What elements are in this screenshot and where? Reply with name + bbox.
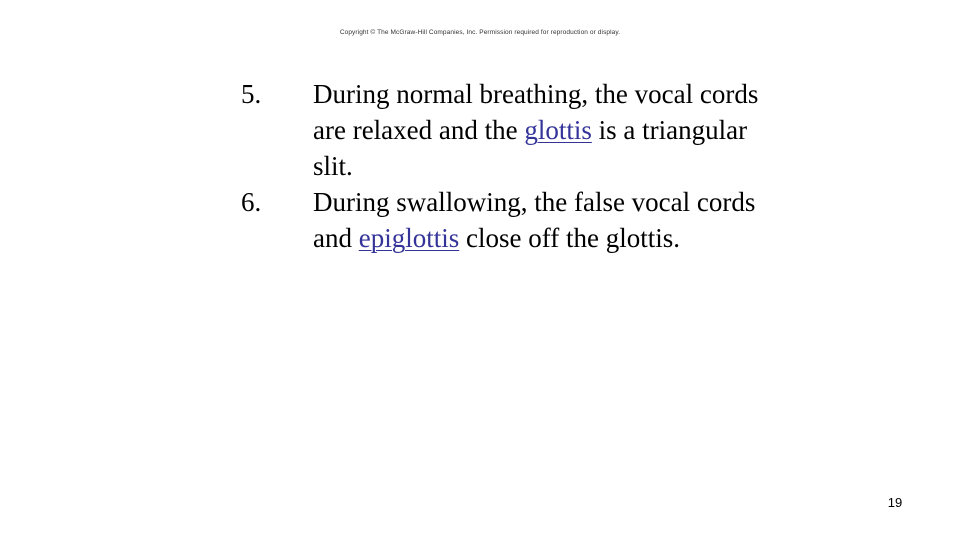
numbered-list	[0, 76, 960, 256]
list-item-text-after: is a triangular slit.	[313, 115, 748, 181]
list-item-text	[313, 76, 773, 184]
list-item-text-before: During normal breathing, the vocal cords are relaxed and the	[313, 79, 759, 145]
list-item-text	[313, 184, 773, 256]
list-item-number: 6.	[241, 187, 262, 217]
list-item	[0, 184, 960, 256]
list-item-number: 5.	[241, 79, 262, 109]
glossary-link-glottis[interactable]: glottis	[524, 115, 592, 145]
list-item-text-after: close off the glottis.	[459, 223, 680, 253]
page-number: 19	[887, 495, 903, 510]
list-item	[0, 76, 960, 184]
copyright-notice: Copyright © The McGraw-Hill Companies, Inc. Permission required for reproduction or display.	[339, 29, 621, 36]
list-item-text-before: During swallowing, the false vocal cords and	[313, 187, 756, 253]
glossary-link-epiglottis[interactable]: epiglottis	[358, 223, 460, 253]
